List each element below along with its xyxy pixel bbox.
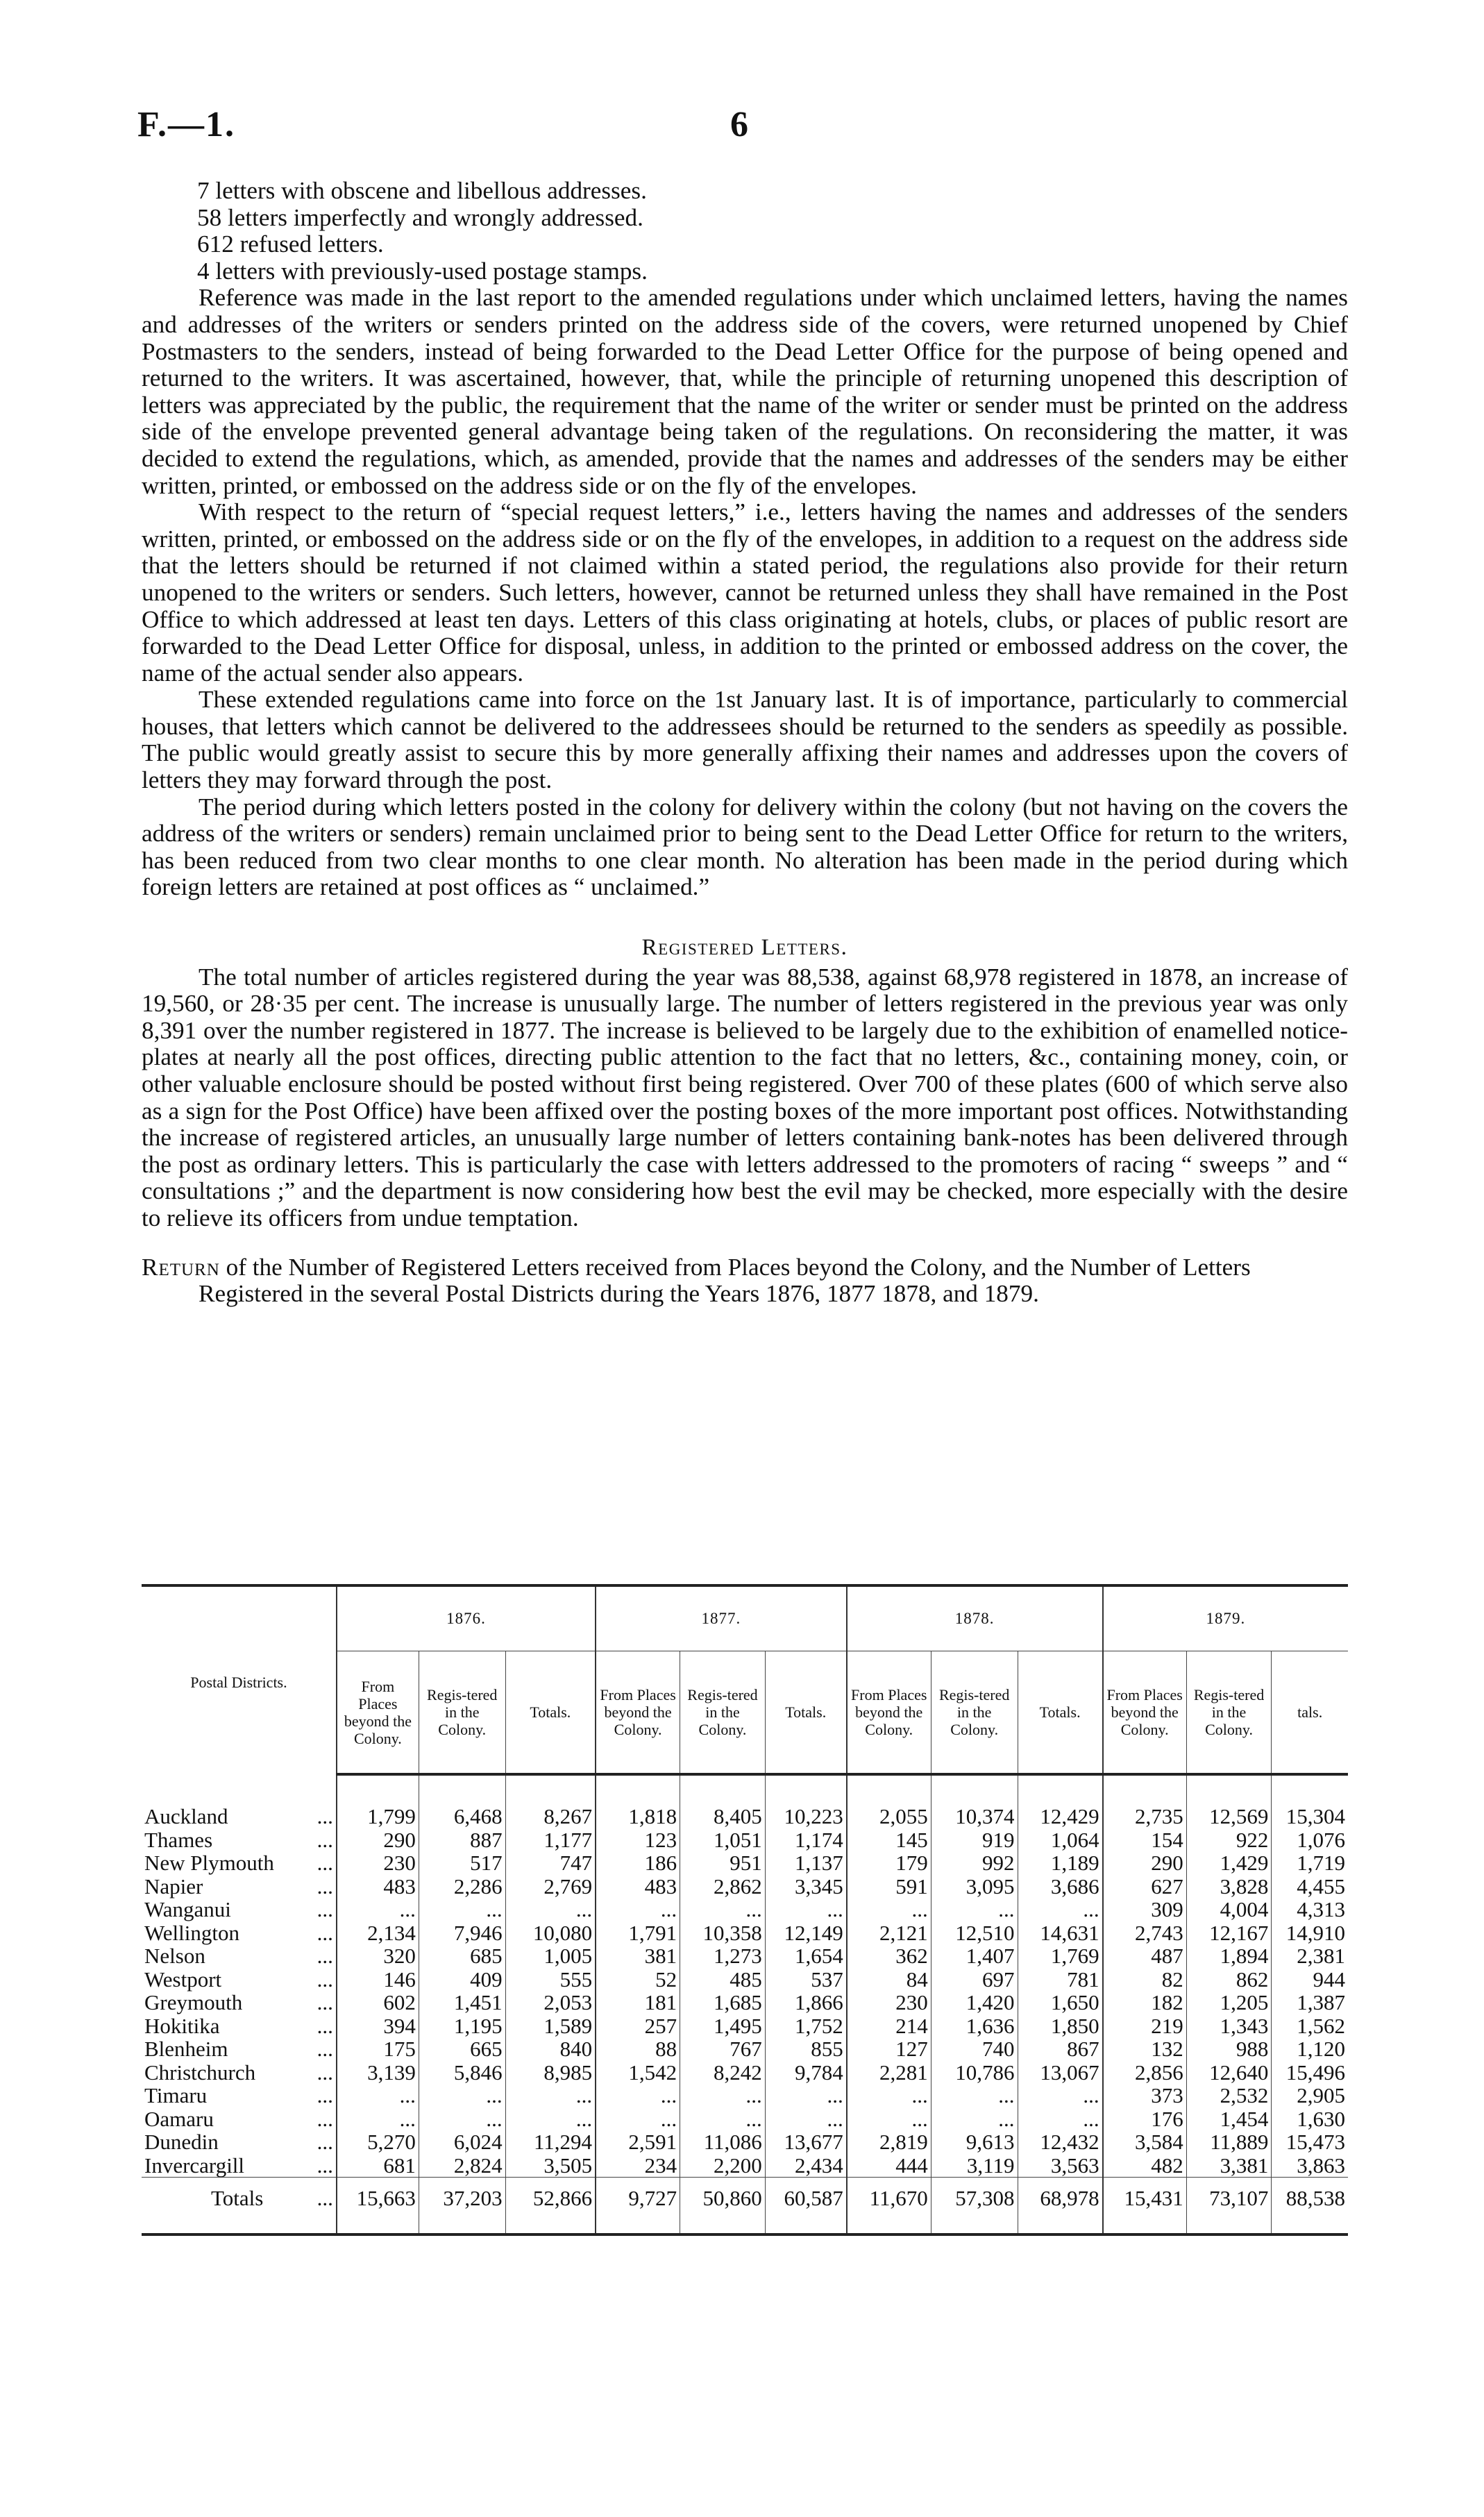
table-cell: 154 bbox=[1103, 1828, 1187, 1852]
paragraph: These extended regulations came into force on the 1st January last. It is of importance, particularly to commercial houses, that letters which cannot be delivered to the addressees should be returned to the senders as speedily as possible. The public would greatly assist to secure this by more generally affixing their names and addresses upon the covers of letters they may forward through the post. bbox=[142, 686, 1348, 794]
list-item: 7 letters with obscene and libellous addresses. bbox=[197, 177, 647, 204]
table-row bbox=[142, 2061, 1348, 2085]
district-name: Totals bbox=[142, 2178, 301, 2220]
table-cell: 60,587 bbox=[765, 2178, 846, 2220]
table-cell: 517 bbox=[419, 1851, 505, 1875]
table-cell: 11,086 bbox=[680, 2130, 766, 2154]
table-cell: 537 bbox=[765, 1968, 846, 1992]
district-name: Wanganui bbox=[144, 1897, 231, 1921]
table-cell: 2,743 bbox=[1103, 1921, 1187, 1945]
table-cell: 8,242 bbox=[680, 2061, 766, 2085]
table-cell: 309 bbox=[1103, 1898, 1187, 1921]
table-cell: 5,270 bbox=[337, 2130, 419, 2154]
table-cell: 12,569 bbox=[1186, 1805, 1272, 1828]
table-cell: 290 bbox=[337, 1828, 419, 1852]
leader-dots: ... bbox=[317, 2013, 333, 2038]
table-cell: 8,267 bbox=[505, 1805, 596, 1828]
registered-in-colony-header: Regis-tered in the Colony. bbox=[1186, 1651, 1272, 1775]
table-cell: 10,358 bbox=[680, 1921, 766, 1945]
table-cell: ... bbox=[765, 1898, 846, 1921]
table-cell: ... bbox=[596, 1898, 680, 1921]
table-cell: 3,828 bbox=[1186, 1875, 1272, 1899]
table-cell: ... bbox=[765, 2084, 846, 2107]
table-cell: ... bbox=[680, 2107, 766, 2131]
registered-in-colony-header: Regis-tered in the Colony. bbox=[419, 1651, 505, 1775]
table-cell: ... bbox=[596, 2107, 680, 2131]
table-cell: 444 bbox=[847, 2154, 931, 2178]
table-cell: ... bbox=[505, 2107, 596, 2131]
table-cell: ... bbox=[337, 1898, 419, 1921]
table-cell: 181 bbox=[596, 1991, 680, 2014]
table-cell: 627 bbox=[1103, 1875, 1187, 1899]
table-cell: 84 bbox=[847, 1968, 931, 1992]
table-cell: ... bbox=[419, 2107, 505, 2131]
year-header: 1876. bbox=[337, 1585, 596, 1651]
district-name: Christchurch bbox=[144, 2060, 256, 2085]
table-cell: 1,454 bbox=[1186, 2107, 1272, 2131]
table-cell: ... bbox=[680, 1898, 766, 1921]
table-cell: 15,496 bbox=[1272, 2061, 1348, 2085]
table-cell: 394 bbox=[337, 2014, 419, 2038]
table-cell: 12,429 bbox=[1018, 1805, 1103, 1828]
table-cell: 922 bbox=[1186, 1828, 1272, 1852]
table-cell: 1,495 bbox=[680, 2014, 766, 2038]
table-cell: 230 bbox=[337, 1851, 419, 1875]
district-name: Hokitika bbox=[144, 2013, 220, 2038]
table-cell: 219 bbox=[1103, 2014, 1187, 2038]
table-cell: 1,752 bbox=[765, 2014, 846, 2038]
leader-dots: ... bbox=[317, 2083, 333, 2107]
table-cell: ... bbox=[680, 2084, 766, 2107]
table-cell: 1,562 bbox=[1272, 2014, 1348, 2038]
table-row bbox=[142, 1828, 1348, 1852]
district-name: Thames bbox=[144, 1827, 213, 1852]
table-cell: 2,824 bbox=[419, 2154, 505, 2178]
table-cell: 68,978 bbox=[1018, 2178, 1103, 2220]
leader-dots: ... bbox=[317, 1804, 333, 1828]
table-cell: 176 bbox=[1103, 2107, 1187, 2131]
table-cell: 5,846 bbox=[419, 2061, 505, 2085]
table-cell: ... bbox=[337, 2084, 419, 2107]
table-cell: 1,791 bbox=[596, 1921, 680, 1945]
table-cell: 4,455 bbox=[1272, 1875, 1348, 1899]
leader-dots: ... bbox=[317, 2130, 333, 2154]
table-cell: 1,189 bbox=[1018, 1851, 1103, 1875]
from-beyond-colony-header: From Places beyond the Colony. bbox=[1103, 1651, 1187, 1775]
table-cell: 8,985 bbox=[505, 2061, 596, 2085]
table-cell: 3,095 bbox=[931, 1875, 1018, 1899]
table-cell: 740 bbox=[931, 2037, 1018, 2061]
table-row bbox=[142, 2084, 1348, 2107]
leader-dots: ... bbox=[317, 1990, 333, 2014]
table-cell: 1,866 bbox=[765, 1991, 846, 2014]
table-cell: 665 bbox=[419, 2037, 505, 2061]
table-cell: ... bbox=[1018, 2084, 1103, 2107]
table-cell: 10,786 bbox=[931, 2061, 1018, 2085]
table-cell: 186 bbox=[596, 1851, 680, 1875]
table-cell: 6,468 bbox=[419, 1805, 505, 1828]
district-name: Dunedin bbox=[144, 2130, 219, 2154]
table-cell: 9,613 bbox=[931, 2130, 1018, 2154]
table-cell: 290 bbox=[1103, 1851, 1187, 1875]
table-cell: 10,223 bbox=[765, 1805, 846, 1828]
table-cell: 1,387 bbox=[1272, 1991, 1348, 2014]
table-cell: 2,200 bbox=[680, 2154, 766, 2178]
table-cell: 855 bbox=[765, 2037, 846, 2061]
table-cell: 362 bbox=[847, 1944, 931, 1968]
table-cell: 840 bbox=[505, 2037, 596, 2061]
table-cell: 1,076 bbox=[1272, 1828, 1348, 1852]
table-cell: 146 bbox=[337, 1968, 419, 1992]
table-cell: 1,850 bbox=[1018, 2014, 1103, 2038]
table-cell: ... bbox=[847, 1898, 931, 1921]
table-row bbox=[142, 1898, 1348, 1921]
table-cell: 57,308 bbox=[931, 2178, 1018, 2220]
table-cell: 6,024 bbox=[419, 2130, 505, 2154]
registered-in-colony-header: Regis-tered in the Colony. bbox=[931, 1651, 1018, 1775]
district-name: Timaru bbox=[144, 2083, 208, 2107]
district-name: Westport bbox=[144, 1967, 222, 1992]
totals-row bbox=[142, 2178, 1348, 2220]
registered-in-colony-header: Regis-tered in the Colony. bbox=[680, 1651, 766, 1775]
table-cell: 1,205 bbox=[1186, 1991, 1272, 2014]
table-cell: 862 bbox=[1186, 1968, 1272, 1992]
table-cell: 12,149 bbox=[765, 1921, 846, 1945]
table-cell: 9,727 bbox=[596, 2178, 680, 2220]
table-cell: 1,451 bbox=[419, 1991, 505, 2014]
table-cell: 13,067 bbox=[1018, 2061, 1103, 2085]
table-row bbox=[142, 1944, 1348, 1968]
leader-dots: ... bbox=[317, 2060, 333, 2085]
district-name: Invercargill bbox=[144, 2153, 245, 2178]
table-cell: 3,381 bbox=[1186, 2154, 1272, 2178]
table-cell: 3,139 bbox=[337, 2061, 419, 2085]
district-name: Greymouth bbox=[144, 1990, 243, 2014]
table-cell: ... bbox=[337, 2107, 419, 2131]
table-cell: 1,650 bbox=[1018, 1991, 1103, 2014]
table-cell: 602 bbox=[337, 1991, 419, 2014]
table-cell: 1,051 bbox=[680, 1828, 766, 1852]
list-item: 4 letters with previously-used postage stamps. bbox=[197, 257, 648, 285]
table-row bbox=[142, 2107, 1348, 2131]
table-cell: 4,313 bbox=[1272, 1898, 1348, 1921]
table-row bbox=[142, 1875, 1348, 1899]
table-cell: 3,686 bbox=[1018, 1875, 1103, 1899]
table-cell: 1,195 bbox=[419, 2014, 505, 2038]
table-cell: 13,677 bbox=[765, 2130, 846, 2154]
table-cell: 867 bbox=[1018, 2037, 1103, 2061]
table-cell: 2,905 bbox=[1272, 2084, 1348, 2107]
paragraph: Reference was made in the last report to the amended regulations under which unclaimed letters, having the names and addresses of the writers or senders printed on the address side of the covers, were returned unopened by Chief Postmasters to the senders, instead of being forwarded to the Dead Letter Office for the purpose of being opened and returned to the writers. It was ascertained, however, that, while the principle of returning unopened this description of letters was appreciated by the public, the requirement that the name of the writer or sender must be printed on the address side of the envelope prevented general advantage being taken of the regulations. On reconsidering the matter, it was decided to extend the regulations, which, as amended, provide that the names and addresses of the senders may be either written, printed, or embossed on the address side or on the fly of the envelopes. bbox=[142, 284, 1348, 499]
table-cell: 257 bbox=[596, 2014, 680, 2038]
district-name: Nelson bbox=[144, 1944, 205, 1968]
table-cell: 2,121 bbox=[847, 1921, 931, 1945]
table-cell: 1,429 bbox=[1186, 1851, 1272, 1875]
table-cell: 15,431 bbox=[1103, 2178, 1187, 2220]
table-cell: 11,889 bbox=[1186, 2130, 1272, 2154]
from-beyond-colony-header: From Places beyond the Colony. bbox=[596, 1651, 680, 1775]
table-cell: 409 bbox=[419, 1968, 505, 1992]
page-number: 6 bbox=[730, 105, 748, 144]
district-name: Oamaru bbox=[144, 2106, 214, 2131]
table-cell: ... bbox=[765, 2107, 846, 2131]
series-label: F.—1. bbox=[137, 105, 235, 144]
table-cell: 175 bbox=[337, 2037, 419, 2061]
table-cell: 988 bbox=[1186, 2037, 1272, 2061]
table-cell: 697 bbox=[931, 1968, 1018, 1992]
table-row bbox=[142, 1921, 1348, 1945]
district-name: Auckland bbox=[144, 1804, 228, 1828]
table-cell: 234 bbox=[596, 2154, 680, 2178]
table-cell: 2,735 bbox=[1103, 1805, 1187, 1828]
table-cell: ... bbox=[931, 2084, 1018, 2107]
table-cell: 14,631 bbox=[1018, 1921, 1103, 1945]
table-cell: 944 bbox=[1272, 1968, 1348, 1992]
from-beyond-colony-header: From Places beyond the Colony. bbox=[847, 1651, 931, 1775]
table-cell: 10,374 bbox=[931, 1805, 1018, 1828]
leader-dots: ... bbox=[317, 1897, 333, 1921]
year-header: 1877. bbox=[596, 1585, 847, 1651]
table-cell: 482 bbox=[1103, 2154, 1187, 2178]
leader-dots: ... bbox=[317, 2037, 333, 2061]
table-cell: 1,630 bbox=[1272, 2107, 1348, 2131]
table-cell: 11,294 bbox=[505, 2130, 596, 2154]
table-cell: 2,769 bbox=[505, 1875, 596, 1899]
table-cell: 8,405 bbox=[680, 1805, 766, 1828]
table-cell: 37,203 bbox=[419, 2178, 505, 2220]
table-cell: 52 bbox=[596, 1968, 680, 1992]
caption-text: of the Number of Registered Letters received from Places beyond the Colony, and the Number of Letters Registered in the several Postal Districts during the Years 1876, 1877 1878, and 1879. bbox=[199, 1253, 1251, 1308]
table-cell: 3,505 bbox=[505, 2154, 596, 2178]
table-cell: 2,591 bbox=[596, 2130, 680, 2154]
table-cell: 485 bbox=[680, 1968, 766, 1992]
table-cell: 1,818 bbox=[596, 1805, 680, 1828]
table-cell: ... bbox=[596, 2084, 680, 2107]
table-cell: 2,286 bbox=[419, 1875, 505, 1899]
paragraph: The period during which letters posted in the colony for delivery within the colony (but not having on the covers the address of the writers or senders) remain unclaimed prior to being sent to the Dead Letter Office for return to the writers, has been reduced from two clear months to one clear month. No alteration has been made in the period during which foreign letters are retained at post offices as “ unclaimed.” bbox=[142, 793, 1348, 901]
table-cell: 1,719 bbox=[1272, 1851, 1348, 1875]
table-cell: 2,532 bbox=[1186, 2084, 1272, 2107]
leader-dots: ... bbox=[317, 2153, 333, 2178]
table-cell: 1,137 bbox=[765, 1851, 846, 1875]
table-cell: 88,538 bbox=[1272, 2178, 1348, 2220]
table-cell: 555 bbox=[505, 1968, 596, 1992]
table-cell: 10,080 bbox=[505, 1921, 596, 1945]
table-cell: 1,174 bbox=[765, 1828, 846, 1852]
table-cell: 123 bbox=[596, 1828, 680, 1852]
table-cell: 2,381 bbox=[1272, 1944, 1348, 1968]
list-item: 612 refused letters. bbox=[197, 230, 384, 258]
table-cell: 1,685 bbox=[680, 1991, 766, 2014]
table-row bbox=[142, 1805, 1348, 1828]
table-cell: 591 bbox=[847, 1875, 931, 1899]
table-cell: 179 bbox=[847, 1851, 931, 1875]
district-name: New Plymouth bbox=[144, 1851, 274, 1875]
table-row bbox=[142, 1851, 1348, 1875]
table-cell: 887 bbox=[419, 1828, 505, 1852]
table-row bbox=[142, 2014, 1348, 2038]
table-cell: 214 bbox=[847, 2014, 931, 2038]
table-cell: 1,005 bbox=[505, 1944, 596, 1968]
leader-dots: ... bbox=[317, 1851, 333, 1875]
table-cell: 2,055 bbox=[847, 1805, 931, 1828]
table-cell: 1,542 bbox=[596, 2061, 680, 2085]
table-cell: 781 bbox=[1018, 1968, 1103, 1992]
table-cell: 2,856 bbox=[1103, 2061, 1187, 2085]
table-cell: ... bbox=[505, 2084, 596, 2107]
totals-column-header: Totals. bbox=[1018, 1651, 1103, 1775]
table-cell: 381 bbox=[596, 1944, 680, 1968]
table-row bbox=[142, 2154, 1348, 2178]
table-cell: 3,119 bbox=[931, 2154, 1018, 2178]
paragraph: The total number of articles registered during the year was 88,538, against 68,978 registered in 1878, an increase of 19,560, or 28·35 per cent. The increase is unusually large. The number of letters registered in the previous year was only 8,391 over the number registered in 1877. The increase is believed to be largely due to the exhibition of enamelled notice-plates at nearly all the post offices, directing public attention to the fact that no letters, &c., containing money, coin, or other valuable enclosure should be posted without first being registered. Over 700 of these plates (600 of which serve also as a sign for the Post Office) have been affixed over the posting boxes of the more important post offices. Notwithstanding the increase of registered articles, an unusually large number of letters containing bank-notes has been delivered through the post as ordinary letters. This is particularly the case with letters addressed to the promoters of racing “ sweeps ” and “ consultations ;” and the department is now considering how best the evil may be checked, more especially with the desire to relieve its officers from undue temptation. bbox=[142, 963, 1348, 1231]
table-cell: 320 bbox=[337, 1944, 419, 1968]
table-cell: 1,177 bbox=[505, 1828, 596, 1852]
leader-dots: ... bbox=[317, 1827, 333, 1852]
totals-column-header: tals. bbox=[1272, 1651, 1348, 1775]
table-cell: 373 bbox=[1103, 2084, 1187, 2107]
table-cell: 919 bbox=[931, 1828, 1018, 1852]
table-cell: 1,769 bbox=[1018, 1944, 1103, 1968]
table-cell: 767 bbox=[680, 2037, 766, 2061]
table-cell: 487 bbox=[1103, 1944, 1187, 1968]
leader-dots: ... bbox=[317, 2106, 333, 2131]
leader-dots: ... bbox=[317, 1944, 333, 1968]
table-cell: 2,819 bbox=[847, 2130, 931, 2154]
table-cell: 145 bbox=[847, 1828, 931, 1852]
table-cell: ... bbox=[847, 2084, 931, 2107]
table-cell: 1,064 bbox=[1018, 1828, 1103, 1852]
table-cell: 14,910 bbox=[1272, 1921, 1348, 1945]
table-cell: 50,860 bbox=[680, 2178, 766, 2220]
table-cell: 12,167 bbox=[1186, 1921, 1272, 1945]
leader-dots: ... bbox=[301, 2178, 337, 2220]
table-cell: 2,434 bbox=[765, 2154, 846, 2178]
table-cell: 132 bbox=[1103, 2037, 1187, 2061]
table-cell: 1,894 bbox=[1186, 1944, 1272, 1968]
totals-column-header: Totals. bbox=[505, 1651, 596, 1775]
table-cell: ... bbox=[419, 2084, 505, 2107]
table-cell: 52,866 bbox=[505, 2178, 596, 2220]
paragraph: With respect to the return of “special request letters,” i.e., letters having the names and addresses of the senders written, printed, or embossed on the address side or on the fly of the envelopes, in addition to a request on the address side that the letters should be returned if not claimed within a stated period, the regulations also provide for their return unopened to the writers or senders. Such letters, however, cannot be returned unless they shall have remained in the Post Office to which addressed at least ten days. Letters of this class originating at hotels, clubs, or places of public resort are forwarded to the Dead Letter Office for disposal, unless, in addition to the printed or embossed address on the cover, the name of the actual sender also appears. bbox=[142, 498, 1348, 687]
totals-column-header: Totals. bbox=[765, 1651, 846, 1775]
table-cell: ... bbox=[505, 1898, 596, 1921]
table-cell: 1,799 bbox=[337, 1805, 419, 1828]
table-cell: 483 bbox=[337, 1875, 419, 1899]
table-row bbox=[142, 1968, 1348, 1992]
table-cell: 2,281 bbox=[847, 2061, 931, 2085]
table-cell: 127 bbox=[847, 2037, 931, 2061]
table-cell: 685 bbox=[419, 1944, 505, 1968]
table-cell: ... bbox=[1018, 1898, 1103, 1921]
year-header: 1878. bbox=[847, 1585, 1103, 1651]
table-cell: 11,670 bbox=[847, 2178, 931, 2220]
table-cell: ... bbox=[419, 1898, 505, 1921]
table-cell: 15,304 bbox=[1272, 1805, 1348, 1828]
table-cell: 1,120 bbox=[1272, 2037, 1348, 2061]
table-cell: 230 bbox=[847, 1991, 931, 2014]
table-cell: 7,946 bbox=[419, 1921, 505, 1945]
district-name: Napier bbox=[144, 1874, 203, 1899]
postal-districts-header: Postal Districts. bbox=[142, 1585, 337, 1774]
table-cell: 3,584 bbox=[1103, 2130, 1187, 2154]
table-cell: ... bbox=[847, 2107, 931, 2131]
caption-lead: Return bbox=[142, 1253, 220, 1281]
table-row bbox=[142, 2037, 1348, 2061]
table-cell: 747 bbox=[505, 1851, 596, 1875]
table-row bbox=[142, 1991, 1348, 2014]
table-cell: 82 bbox=[1103, 1968, 1187, 1992]
table-cell: 15,663 bbox=[337, 2178, 419, 2220]
table-cell: 12,432 bbox=[1018, 2130, 1103, 2154]
leader-dots: ... bbox=[317, 1920, 333, 1945]
list-item: 58 letters imperfectly and wrongly addressed. bbox=[197, 203, 643, 231]
year-header: 1879. bbox=[1103, 1585, 1348, 1651]
table-cell: 483 bbox=[596, 1875, 680, 1899]
body-text bbox=[142, 178, 1348, 1308]
table-cell: 3,863 bbox=[1272, 2154, 1348, 2178]
table-cell: ... bbox=[931, 2107, 1018, 2131]
table-row bbox=[142, 2130, 1348, 2154]
table-cell: 1,589 bbox=[505, 2014, 596, 2038]
table-cell: 73,107 bbox=[1186, 2178, 1272, 2220]
table-cell: 2,053 bbox=[505, 1991, 596, 2014]
table-cell: 88 bbox=[596, 2037, 680, 2061]
table-cell: 2,862 bbox=[680, 1875, 766, 1899]
table-cell: 12,640 bbox=[1186, 2061, 1272, 2085]
table-cell: 1,273 bbox=[680, 1944, 766, 1968]
table-cell: 1,654 bbox=[765, 1944, 846, 1968]
table-cell: 12,510 bbox=[931, 1921, 1018, 1945]
table-cell: ... bbox=[1018, 2107, 1103, 2131]
district-name: Blenheim bbox=[144, 2037, 228, 2061]
table-cell: 2,134 bbox=[337, 1921, 419, 1945]
table-cell: 3,345 bbox=[765, 1875, 846, 1899]
table-cell: 1,407 bbox=[931, 1944, 1018, 1968]
table-cell: 951 bbox=[680, 1851, 766, 1875]
registered-letters-table bbox=[142, 1584, 1348, 2236]
table-cell: 992 bbox=[931, 1851, 1018, 1875]
leader-dots: ... bbox=[317, 1967, 333, 1992]
table-cell: ... bbox=[931, 1898, 1018, 1921]
table-caption bbox=[142, 1254, 1348, 1308]
section-title: Registered Letters. bbox=[641, 935, 848, 961]
table-cell: 15,473 bbox=[1272, 2130, 1348, 2154]
table-cell: 1,420 bbox=[931, 1991, 1018, 2014]
table-cell: 182 bbox=[1103, 1991, 1187, 2014]
leader-dots: ... bbox=[317, 1874, 333, 1899]
district-name: Wellington bbox=[144, 1920, 239, 1945]
from-beyond-colony-header: From Places beyond the Colony. bbox=[337, 1651, 419, 1775]
table-cell: 9,784 bbox=[765, 2061, 846, 2085]
table-cell: 1,636 bbox=[931, 2014, 1018, 2038]
returned-letters-list bbox=[197, 178, 1348, 285]
table-cell: 681 bbox=[337, 2154, 419, 2178]
table-cell: 4,004 bbox=[1186, 1898, 1272, 1921]
table-cell: 3,563 bbox=[1018, 2154, 1103, 2178]
table-cell: 1,343 bbox=[1186, 2014, 1272, 2038]
